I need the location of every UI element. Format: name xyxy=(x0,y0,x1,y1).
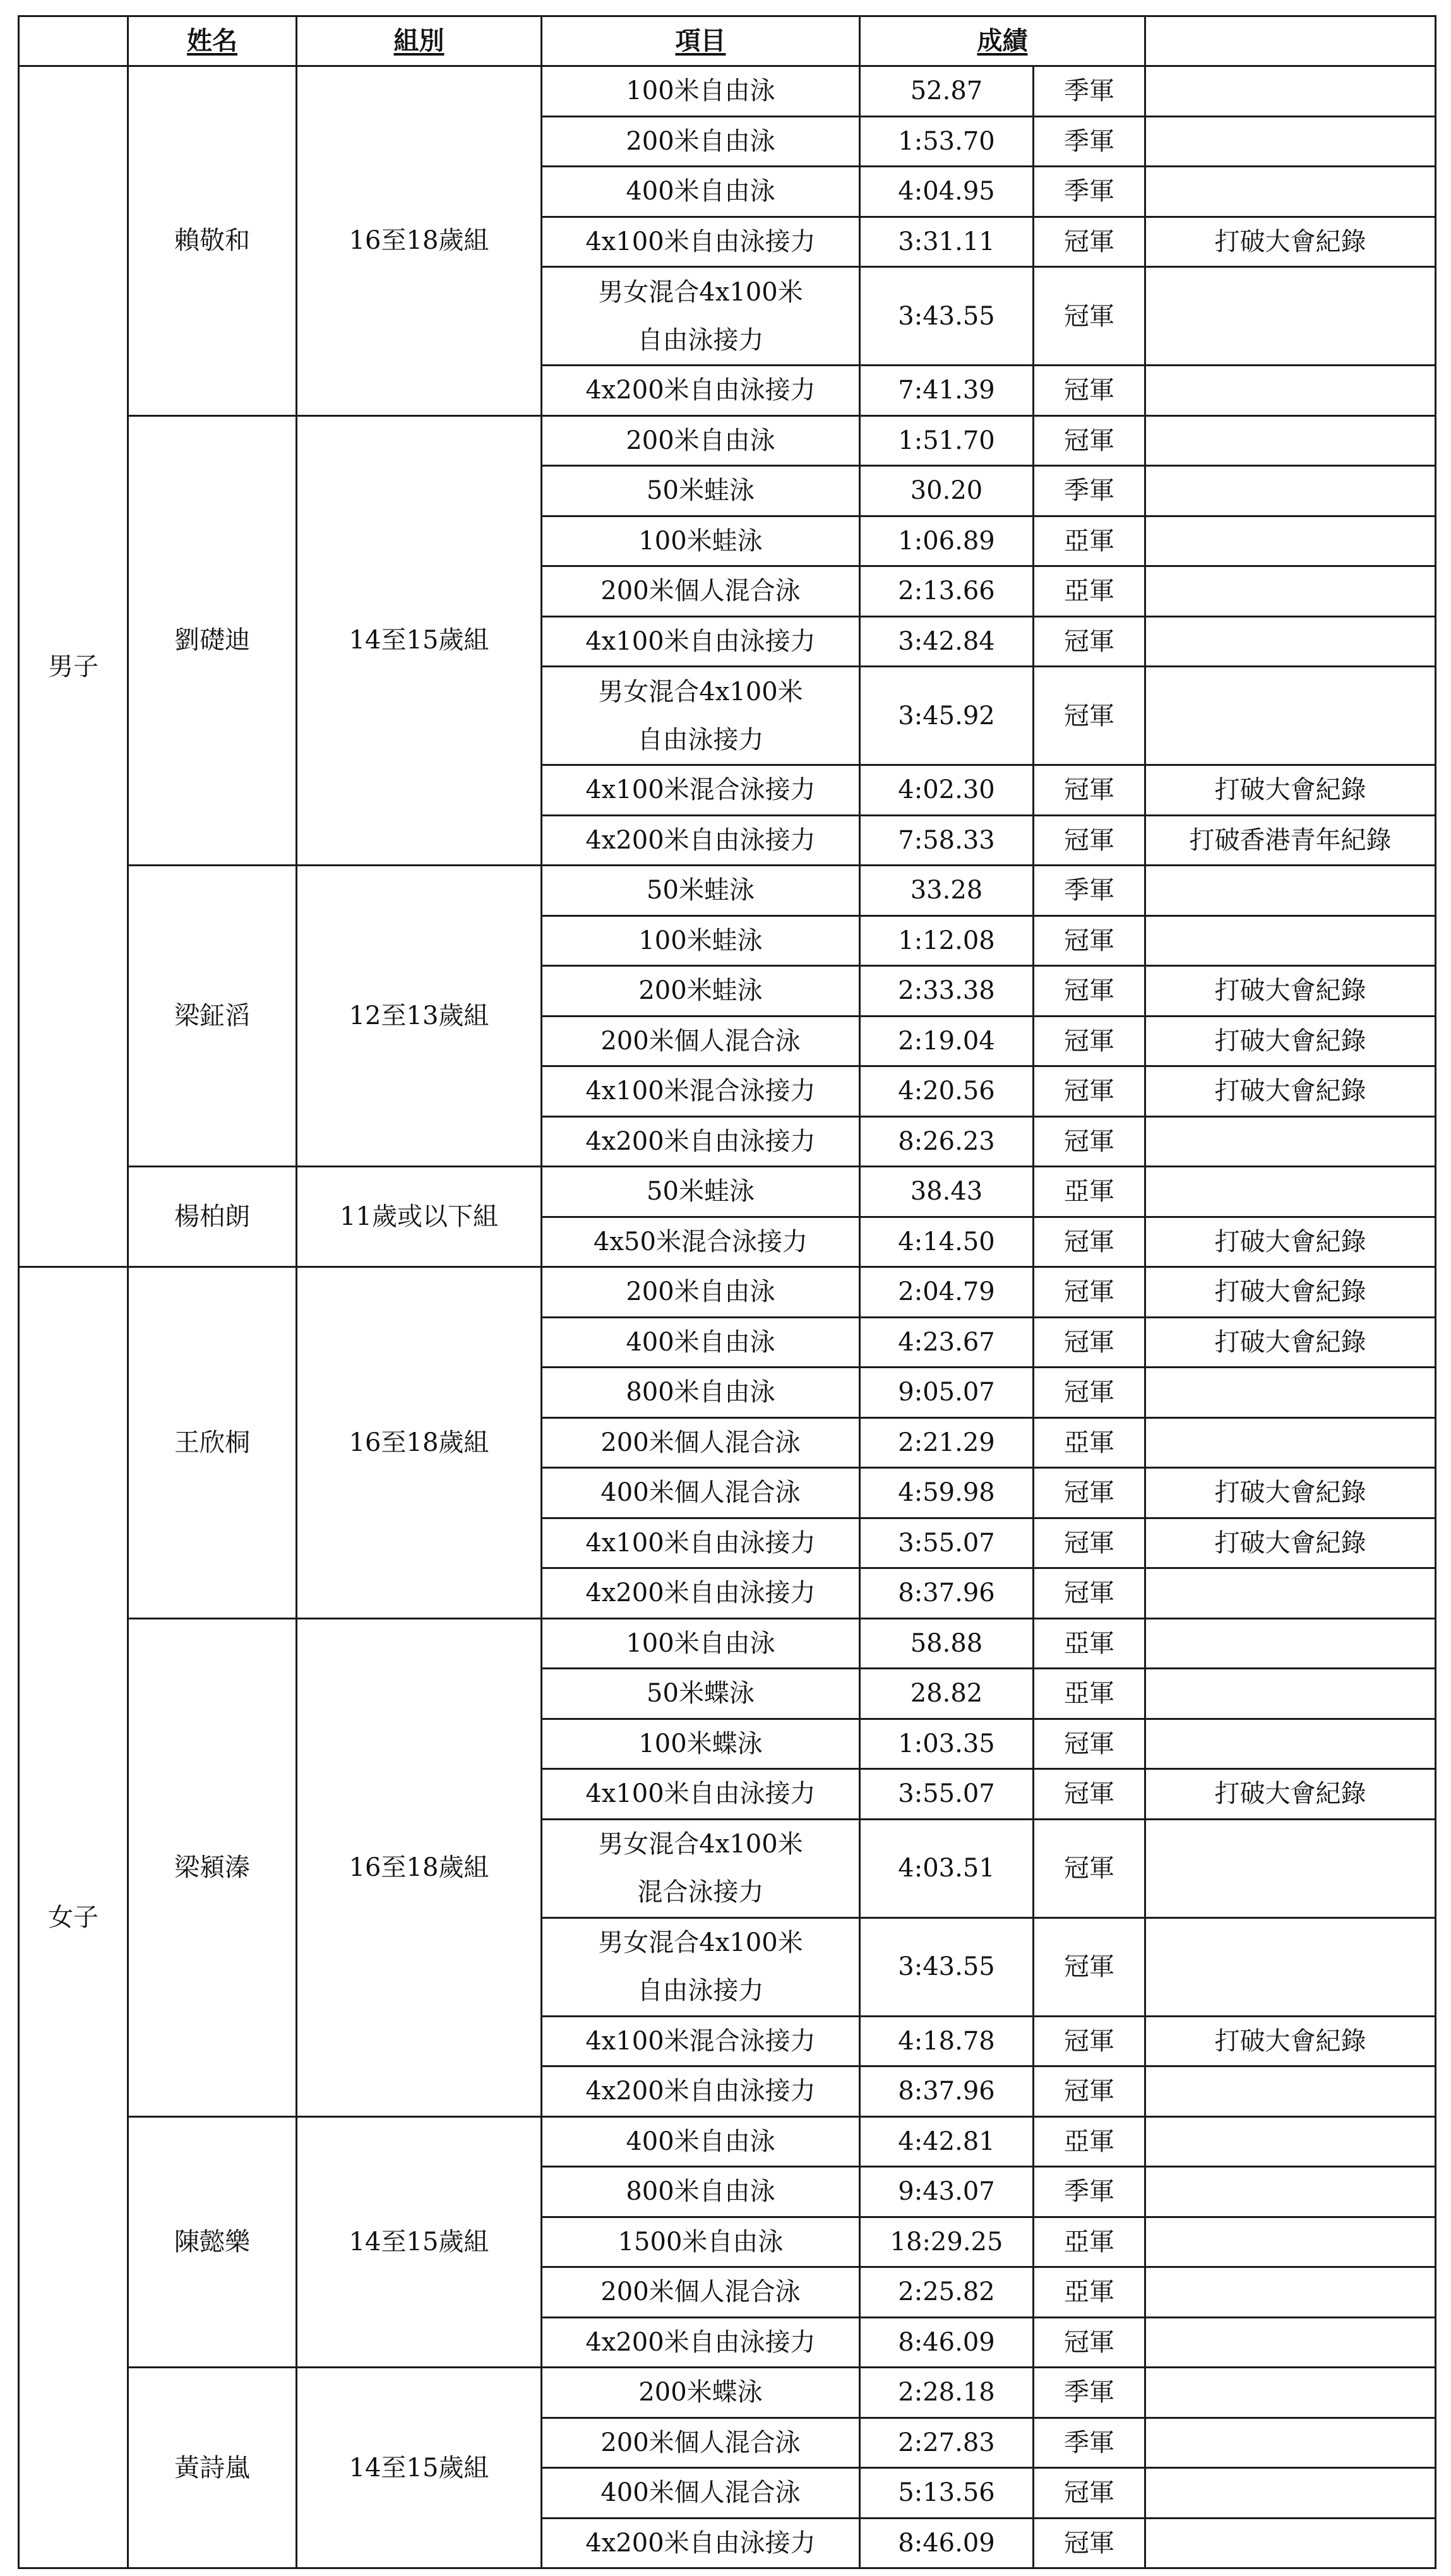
event-cell: 200米自由泳 xyxy=(542,116,860,167)
event-cell: 800米自由泳 xyxy=(542,1368,860,1418)
placing-cell: 季軍 xyxy=(1034,66,1145,117)
event-cell: 200米個人混合泳 xyxy=(542,1016,860,1066)
event-cell: 200米個人混合泳 xyxy=(542,2267,860,2318)
age-group-cell: 12至13歲組 xyxy=(297,866,542,1167)
result-time-cell: 1:53.70 xyxy=(860,116,1034,167)
age-group-cell: 16至18歲組 xyxy=(297,1618,542,2116)
event-cell: 100米自由泳 xyxy=(542,1618,860,1669)
event-cell: 100米蛙泳 xyxy=(542,516,860,566)
placing-cell: 冠軍 xyxy=(1034,2518,1145,2568)
event-cell: 1500米自由泳 xyxy=(542,2217,860,2267)
event-cell xyxy=(542,667,860,765)
result-time-cell: 30.20 xyxy=(860,466,1034,516)
event-line-1: 男女混合4x100米 xyxy=(598,1830,803,1859)
placing-cell: 亞軍 xyxy=(1034,1618,1145,1669)
placing-cell: 亞軍 xyxy=(1034,566,1145,617)
event-cell: 400米自由泳 xyxy=(542,1317,860,1368)
record-note-cell xyxy=(1145,2217,1436,2267)
record-note-cell xyxy=(1145,2267,1436,2318)
result-time-cell: 8:46.09 xyxy=(860,2518,1034,2568)
result-time-cell: 5:13.56 xyxy=(860,2468,1034,2519)
record-note-cell: 打破大會紀錄 xyxy=(1145,2016,1436,2066)
record-note-cell xyxy=(1145,1167,1436,1217)
record-note-cell xyxy=(1145,866,1436,916)
table-row xyxy=(19,1167,1436,1217)
event-cell: 4x200米自由泳接力 xyxy=(542,2518,860,2568)
result-time-cell: 8:26.23 xyxy=(860,1116,1034,1167)
table-row xyxy=(19,1267,1436,1318)
result-time-cell: 4:03.51 xyxy=(860,1819,1034,1917)
event-line-1: 男女混合4x100米 xyxy=(598,677,803,707)
placing-cell: 冠軍 xyxy=(1034,1719,1145,1769)
record-note-cell xyxy=(1145,616,1436,667)
record-note-cell: 打破大會紀錄 xyxy=(1145,1769,1436,1820)
event-line-2: 自由泳接力 xyxy=(637,1976,764,2005)
record-note-cell xyxy=(1145,1917,1436,2016)
record-note-cell xyxy=(1145,66,1436,117)
placing-cell: 亞軍 xyxy=(1034,516,1145,566)
header-name: 姓名 xyxy=(128,16,297,66)
event-line-2: 自由泳接力 xyxy=(637,325,764,355)
result-time-cell: 2:25.82 xyxy=(860,2267,1034,2318)
event-cell: 4x100米自由泳接力 xyxy=(542,616,860,667)
table-row xyxy=(19,866,1436,916)
placing-cell: 冠軍 xyxy=(1034,1518,1145,1568)
result-time-cell: 4:14.50 xyxy=(860,1217,1034,1267)
placing-cell: 季軍 xyxy=(1034,167,1145,217)
event-line-1: 男女混合4x100米 xyxy=(598,277,803,307)
athlete-name-cell: 陳懿樂 xyxy=(128,2116,297,2368)
event-cell: 200米自由泳 xyxy=(542,1267,860,1318)
event-cell: 4x200米自由泳接力 xyxy=(542,366,860,416)
placing-cell: 冠軍 xyxy=(1034,815,1145,866)
result-time-cell: 2:04.79 xyxy=(860,1267,1034,1318)
athlete-name-cell: 梁鉦滔 xyxy=(128,866,297,1167)
result-time-cell: 2:33.38 xyxy=(860,966,1034,1017)
placing-cell: 冠軍 xyxy=(1034,1368,1145,1418)
event-cell: 400米自由泳 xyxy=(542,2116,860,2167)
record-note-cell xyxy=(1145,366,1436,416)
event-line-2: 自由泳接力 xyxy=(637,725,764,754)
result-time-cell: 4:23.67 xyxy=(860,1317,1034,1368)
record-note-cell: 打破大會紀錄 xyxy=(1145,765,1436,816)
gender-cell: 男子 xyxy=(19,66,128,1267)
result-time-cell: 18:29.25 xyxy=(860,2217,1034,2267)
event-cell: 4x200米自由泳接力 xyxy=(542,2317,860,2368)
record-note-cell xyxy=(1145,2468,1436,2519)
result-time-cell: 8:37.96 xyxy=(860,2066,1034,2117)
result-time-cell: 4:42.81 xyxy=(860,2116,1034,2167)
record-note-cell xyxy=(1145,667,1436,765)
event-cell: 4x200米自由泳接力 xyxy=(542,1568,860,1619)
event-cell: 4x200米自由泳接力 xyxy=(542,815,860,866)
header-gender xyxy=(19,16,128,66)
event-cell: 200米個人混合泳 xyxy=(542,2418,860,2468)
placing-cell: 亞軍 xyxy=(1034,1417,1145,1468)
result-time-cell: 28.82 xyxy=(860,1669,1034,1719)
result-time-cell: 2:21.29 xyxy=(860,1417,1034,1468)
record-note-cell xyxy=(1145,1618,1436,1669)
placing-cell: 冠軍 xyxy=(1034,1116,1145,1167)
result-time-cell: 2:19.04 xyxy=(860,1016,1034,1066)
age-group-cell: 14至15歲組 xyxy=(297,2368,542,2568)
record-note-cell xyxy=(1145,516,1436,566)
placing-cell: 冠軍 xyxy=(1034,2016,1145,2066)
result-time-cell: 3:31.11 xyxy=(860,217,1034,267)
event-cell: 400米自由泳 xyxy=(542,167,860,217)
result-time-cell: 1:06.89 xyxy=(860,516,1034,566)
placing-cell: 冠軍 xyxy=(1034,366,1145,416)
record-note-cell xyxy=(1145,267,1436,366)
placing-cell: 季軍 xyxy=(1034,866,1145,916)
placing-cell: 冠軍 xyxy=(1034,1769,1145,1820)
record-note-cell xyxy=(1145,167,1436,217)
placing-cell: 冠軍 xyxy=(1034,765,1145,816)
event-cell xyxy=(542,267,860,366)
placing-cell: 冠軍 xyxy=(1034,915,1145,966)
result-time-cell: 4:59.98 xyxy=(860,1468,1034,1518)
result-time-cell: 4:02.30 xyxy=(860,765,1034,816)
placing-cell: 季軍 xyxy=(1034,466,1145,516)
result-time-cell: 9:05.07 xyxy=(860,1368,1034,1418)
event-cell: 100米蝶泳 xyxy=(542,1719,860,1769)
record-note-cell xyxy=(1145,1568,1436,1619)
record-note-cell xyxy=(1145,566,1436,617)
athlete-name-cell: 賴敬和 xyxy=(128,66,297,416)
event-line-1: 男女混合4x100米 xyxy=(598,1928,803,1957)
age-group-cell: 16至18歲組 xyxy=(297,66,542,416)
record-note-cell: 打破大會紀錄 xyxy=(1145,1267,1436,1318)
event-cell: 4x100米自由泳接力 xyxy=(542,217,860,267)
result-time-cell: 1:03.35 xyxy=(860,1719,1034,1769)
record-note-cell: 打破大會紀錄 xyxy=(1145,217,1436,267)
result-time-cell: 7:58.33 xyxy=(860,815,1034,866)
athlete-name-cell: 梁潁溱 xyxy=(128,1618,297,2116)
event-cell: 200米蛙泳 xyxy=(542,966,860,1017)
placing-cell: 冠軍 xyxy=(1034,415,1145,466)
record-note-cell: 打破大會紀錄 xyxy=(1145,966,1436,1017)
event-cell: 200米個人混合泳 xyxy=(542,1417,860,1468)
record-note-cell xyxy=(1145,1669,1436,1719)
event-cell: 4x100米混合泳接力 xyxy=(542,765,860,816)
result-time-cell: 8:37.96 xyxy=(860,1568,1034,1619)
event-cell: 4x200米自由泳接力 xyxy=(542,1116,860,1167)
record-note-cell xyxy=(1145,2418,1436,2468)
athlete-name-cell: 黃詩嵐 xyxy=(128,2368,297,2568)
age-group-cell: 11歲或以下組 xyxy=(297,1167,542,1267)
placing-cell: 季軍 xyxy=(1034,2167,1145,2217)
event-cell: 100米蛙泳 xyxy=(542,915,860,966)
result-time-cell: 3:55.07 xyxy=(860,1769,1034,1820)
record-note-cell xyxy=(1145,915,1436,966)
athlete-name-cell: 楊柏朗 xyxy=(128,1167,297,1267)
table-row xyxy=(19,415,1436,466)
record-note-cell xyxy=(1145,1819,1436,1917)
placing-cell: 冠軍 xyxy=(1034,1819,1145,1917)
record-note-cell xyxy=(1145,2167,1436,2217)
placing-cell: 亞軍 xyxy=(1034,2217,1145,2267)
record-note-cell xyxy=(1145,1116,1436,1167)
event-cell xyxy=(542,1917,860,2016)
age-group-cell: 16至18歲組 xyxy=(297,1267,542,1619)
result-time-cell: 1:51.70 xyxy=(860,415,1034,466)
result-time-cell: 2:13.66 xyxy=(860,566,1034,617)
athlete-name-cell: 王欣桐 xyxy=(128,1267,297,1619)
event-cell: 200米個人混合泳 xyxy=(542,566,860,617)
result-time-cell: 52.87 xyxy=(860,66,1034,117)
result-time-cell: 3:43.55 xyxy=(860,1917,1034,2016)
result-time-cell: 2:27.83 xyxy=(860,2418,1034,2468)
placing-cell: 冠軍 xyxy=(1034,1917,1145,2016)
placing-cell: 冠軍 xyxy=(1034,667,1145,765)
event-cell: 4x100米混合泳接力 xyxy=(542,1066,860,1117)
record-note-cell: 打破大會紀錄 xyxy=(1145,1317,1436,1368)
record-note-cell xyxy=(1145,2116,1436,2167)
gender-cell: 女子 xyxy=(19,1267,128,2568)
result-time-cell: 4:18.78 xyxy=(860,2016,1034,2066)
record-note-cell: 打破大會紀錄 xyxy=(1145,1066,1436,1117)
placing-cell: 亞軍 xyxy=(1034,2116,1145,2167)
header-row xyxy=(19,16,1436,66)
result-time-cell: 3:43.55 xyxy=(860,267,1034,366)
record-note-cell xyxy=(1145,466,1436,516)
result-time-cell: 2:28.18 xyxy=(860,2368,1034,2418)
result-time-cell: 1:12.08 xyxy=(860,915,1034,966)
event-cell: 4x100米混合泳接力 xyxy=(542,2016,860,2066)
event-cell: 100米自由泳 xyxy=(542,66,860,117)
placing-cell: 亞軍 xyxy=(1034,1669,1145,1719)
result-time-cell: 8:46.09 xyxy=(860,2317,1034,2368)
placing-cell: 季軍 xyxy=(1034,2418,1145,2468)
athlete-name-cell: 劉礎迪 xyxy=(128,415,297,866)
table-row xyxy=(19,1618,1436,1669)
placing-cell: 冠軍 xyxy=(1034,1317,1145,1368)
event-cell: 4x100米自由泳接力 xyxy=(542,1769,860,1820)
record-note-cell xyxy=(1145,1719,1436,1769)
record-note-cell xyxy=(1145,1368,1436,1418)
event-cell: 800米自由泳 xyxy=(542,2167,860,2217)
placing-cell: 亞軍 xyxy=(1034,2267,1145,2318)
event-cell: 50米蝶泳 xyxy=(542,1669,860,1719)
event-cell: 50米蛙泳 xyxy=(542,1167,860,1217)
record-note-cell xyxy=(1145,2066,1436,2117)
placing-cell: 冠軍 xyxy=(1034,1217,1145,1267)
placing-cell: 季軍 xyxy=(1034,2368,1145,2418)
table-row xyxy=(19,2116,1436,2167)
event-cell: 4x100米自由泳接力 xyxy=(542,1518,860,1568)
record-note-cell xyxy=(1145,415,1436,466)
record-note-cell: 打破大會紀錄 xyxy=(1145,1468,1436,1518)
placing-cell: 冠軍 xyxy=(1034,1016,1145,1066)
event-cell: 4x200米自由泳接力 xyxy=(542,2066,860,2117)
result-time-cell: 58.88 xyxy=(860,1618,1034,1669)
result-time-cell: 3:55.07 xyxy=(860,1518,1034,1568)
placing-cell: 冠軍 xyxy=(1034,2066,1145,2117)
placing-cell: 冠軍 xyxy=(1034,217,1145,267)
table-row xyxy=(19,2368,1436,2418)
header-result: 成績 xyxy=(860,16,1145,66)
placing-cell: 冠軍 xyxy=(1034,1568,1145,1619)
event-line-2: 混合泳接力 xyxy=(637,1878,764,1907)
age-group-cell: 14至15歲組 xyxy=(297,415,542,866)
result-time-cell: 38.43 xyxy=(860,1167,1034,1217)
table-row xyxy=(19,66,1436,117)
result-time-cell: 4:04.95 xyxy=(860,167,1034,217)
record-note-cell: 打破大會紀錄 xyxy=(1145,1518,1436,1568)
record-note-cell: 打破大會紀錄 xyxy=(1145,1217,1436,1267)
result-time-cell: 3:42.84 xyxy=(860,616,1034,667)
event-cell xyxy=(542,1819,860,1917)
header-event: 項目 xyxy=(542,16,860,66)
placing-cell: 冠軍 xyxy=(1034,616,1145,667)
placing-cell: 冠軍 xyxy=(1034,1267,1145,1318)
placing-cell: 冠軍 xyxy=(1034,2317,1145,2368)
placing-cell: 亞軍 xyxy=(1034,1167,1145,1217)
placing-cell: 冠軍 xyxy=(1034,2468,1145,2519)
placing-cell: 冠軍 xyxy=(1034,966,1145,1017)
record-note-cell xyxy=(1145,2317,1436,2368)
header-note xyxy=(1145,16,1436,66)
result-time-cell: 33.28 xyxy=(860,866,1034,916)
placing-cell: 冠軍 xyxy=(1034,1468,1145,1518)
record-note-cell xyxy=(1145,1417,1436,1468)
event-cell: 4x50米混合泳接力 xyxy=(542,1217,860,1267)
result-time-cell: 3:45.92 xyxy=(860,667,1034,765)
record-note-cell: 打破大會紀錄 xyxy=(1145,1016,1436,1066)
record-note-cell xyxy=(1145,2368,1436,2418)
event-cell: 200米自由泳 xyxy=(542,415,860,466)
results-table xyxy=(18,15,1436,2569)
event-cell: 200米蝶泳 xyxy=(542,2368,860,2418)
table-body xyxy=(19,66,1436,2568)
result-time-cell: 9:43.07 xyxy=(860,2167,1034,2217)
placing-cell: 冠軍 xyxy=(1034,1066,1145,1117)
record-note-cell xyxy=(1145,2518,1436,2568)
age-group-cell: 14至15歲組 xyxy=(297,2116,542,2368)
event-cell: 400米個人混合泳 xyxy=(542,1468,860,1518)
result-time-cell: 7:41.39 xyxy=(860,366,1034,416)
placing-cell: 冠軍 xyxy=(1034,267,1145,366)
header-group: 組別 xyxy=(297,16,542,66)
event-cell: 50米蛙泳 xyxy=(542,466,860,516)
event-cell: 400米個人混合泳 xyxy=(542,2468,860,2519)
placing-cell: 季軍 xyxy=(1034,116,1145,167)
record-note-cell xyxy=(1145,116,1436,167)
record-note-cell: 打破香港青年紀錄 xyxy=(1145,815,1436,866)
result-time-cell: 4:20.56 xyxy=(860,1066,1034,1117)
event-cell: 50米蛙泳 xyxy=(542,866,860,916)
